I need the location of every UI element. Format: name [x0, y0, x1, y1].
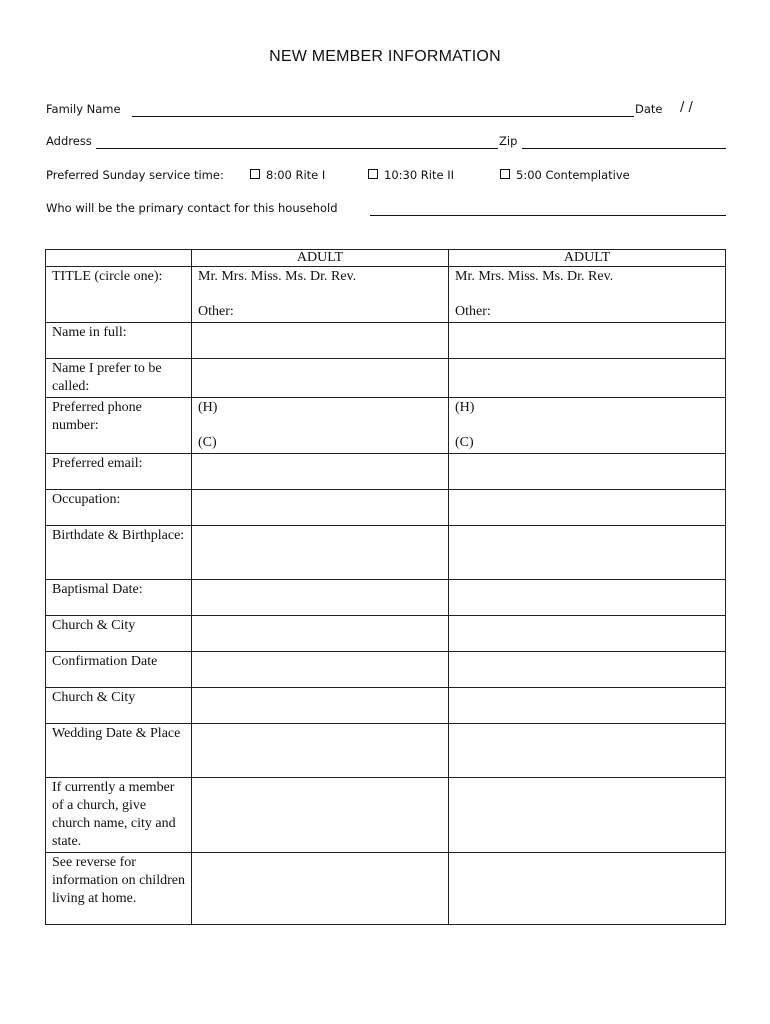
table-row — [46, 454, 726, 490]
address-label: Address — [46, 134, 92, 148]
header-adult-2: ADULT — [449, 250, 726, 267]
adult1-cell[interactable] — [192, 323, 449, 359]
adult1-cell[interactable] — [192, 778, 449, 853]
primary-contact-row — [46, 201, 726, 219]
row-label: TITLE (circle one): — [46, 267, 192, 323]
service-option-800-label: 8:00 Rite I — [266, 168, 326, 182]
table-row — [46, 724, 726, 778]
adult1-cell[interactable] — [192, 526, 449, 580]
title-options: Mr. Mrs. Miss. Ms. Dr. Rev. — [455, 269, 614, 284]
row-label: Occupation: — [46, 490, 192, 526]
row-label: Baptismal Date: — [46, 580, 192, 616]
row-label: Name in full: — [46, 323, 192, 359]
date-label: Date — [635, 102, 663, 116]
form-title: NEW MEMBER INFORMATION — [269, 48, 501, 65]
adult2-cell[interactable] — [449, 490, 726, 526]
adult1-cell[interactable] — [192, 853, 449, 925]
service-time-row — [46, 168, 726, 186]
table-row — [46, 580, 726, 616]
table-row — [46, 526, 726, 580]
home-phone-label: (H) — [455, 400, 475, 415]
zip-label: Zip — [499, 134, 518, 148]
row-label: Wedding Date & Place — [46, 724, 192, 778]
primary-contact-field[interactable] — [370, 201, 726, 216]
adult1-cell[interactable] — [192, 652, 449, 688]
adult1-cell[interactable] — [192, 724, 449, 778]
cell-phone-label: (C) — [198, 435, 217, 450]
title-other: Other: — [455, 304, 491, 319]
row-label: Preferred phone number: — [46, 398, 192, 454]
adult2-cell[interactable] — [449, 724, 726, 778]
table-row — [46, 490, 726, 526]
adult2-title-cell[interactable] — [449, 267, 726, 323]
row-label: Preferred email: — [46, 454, 192, 490]
adult2-cell[interactable] — [449, 323, 726, 359]
table-row — [46, 359, 726, 398]
header-blank — [46, 250, 192, 267]
table-row — [46, 853, 726, 925]
adult1-cell[interactable] — [192, 454, 449, 490]
adult2-cell[interactable] — [449, 580, 726, 616]
adult2-cell[interactable] — [449, 652, 726, 688]
family-name-label: Family Name — [46, 102, 121, 116]
adult2-cell[interactable] — [449, 616, 726, 652]
table-header-row — [46, 250, 726, 267]
title-options: Mr. Mrs. Miss. Ms. Dr. Rev. — [198, 269, 357, 284]
service-time-label: Preferred Sunday service time: — [46, 168, 224, 182]
adult2-cell[interactable] — [449, 526, 726, 580]
checkbox-500[interactable] — [500, 169, 510, 179]
table-row — [46, 778, 726, 853]
table-row — [46, 688, 726, 724]
service-option-800[interactable] — [250, 168, 325, 182]
adult1-cell[interactable] — [192, 580, 449, 616]
title-other: Other: — [198, 304, 234, 319]
adult1-phone-cell[interactable] — [192, 398, 449, 454]
table-row — [46, 398, 726, 454]
adult2-cell[interactable] — [449, 688, 726, 724]
row-label: If currently a member of a church, give church name, city and state. — [46, 778, 192, 853]
checkbox-1030[interactable] — [368, 169, 378, 179]
adult2-cell[interactable] — [449, 853, 726, 925]
home-phone-label: (H) — [198, 400, 218, 415]
row-label: See reverse for information on children living at home. — [46, 853, 192, 925]
row-label: Church & City — [46, 688, 192, 724]
primary-contact-label: Who will be the primary contact for this household — [46, 201, 338, 215]
service-option-500-label: 5:00 Contemplative — [516, 168, 630, 182]
service-option-500[interactable] — [500, 168, 630, 182]
row-label: Birthdate & Birthplace: — [46, 526, 192, 580]
table-row — [46, 323, 726, 359]
family-name-row — [46, 102, 726, 120]
adult2-cell[interactable] — [449, 359, 726, 398]
adult2-cell[interactable] — [449, 778, 726, 853]
adult1-cell[interactable] — [192, 359, 449, 398]
member-info-table — [45, 249, 726, 925]
row-label: Name I prefer to be called: — [46, 359, 192, 398]
cell-phone-label: (C) — [455, 435, 474, 450]
row-label: Church & City — [46, 616, 192, 652]
adult1-cell[interactable] — [192, 490, 449, 526]
adult2-phone-cell[interactable] — [449, 398, 726, 454]
table-row — [46, 616, 726, 652]
date-field[interactable]: / / — [680, 100, 693, 115]
checkbox-800[interactable] — [250, 169, 260, 179]
table-row — [46, 652, 726, 688]
adult1-cell[interactable] — [192, 616, 449, 652]
service-option-1030[interactable] — [368, 168, 454, 182]
row-label: Confirmation Date — [46, 652, 192, 688]
table-row — [46, 267, 726, 323]
adult2-cell[interactable] — [449, 454, 726, 490]
adult1-cell[interactable] — [192, 688, 449, 724]
address-row — [46, 134, 726, 152]
family-name-field[interactable] — [132, 102, 634, 117]
adult1-title-cell[interactable] — [192, 267, 449, 323]
header-adult-1: ADULT — [192, 250, 449, 267]
address-field[interactable] — [96, 134, 498, 149]
service-option-1030-label: 10:30 Rite II — [384, 168, 455, 182]
zip-field[interactable] — [522, 134, 726, 149]
